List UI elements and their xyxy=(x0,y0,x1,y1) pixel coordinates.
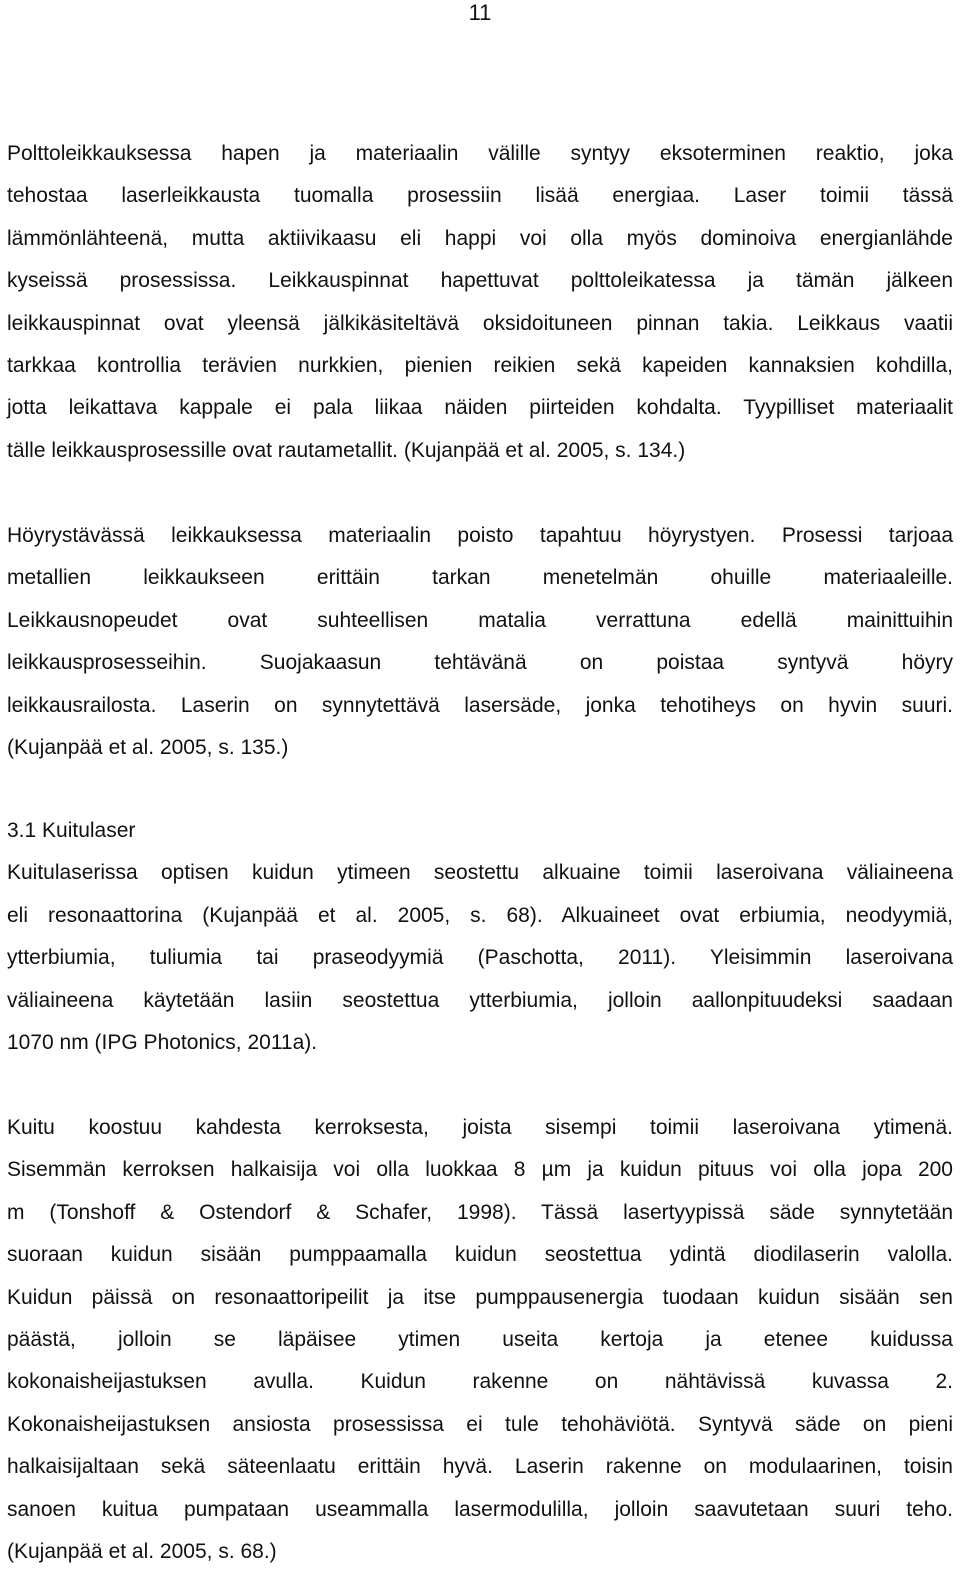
text-line: suoraan kuidun sisään pumppaamalla kuidun seostettua ydintä diodilaserin valolla. xyxy=(7,1243,953,1267)
text-line: sanoen kuitua pumpataan useammalla lasermodulilla, jolloin saavutetaan suuri teho. xyxy=(7,1497,953,1521)
page-number: 11 xyxy=(468,0,492,25)
text-line: metallien leikkaukseen erittäin tarkan menetelmän ohuille materiaaleille. xyxy=(7,566,953,590)
paragraph-vaporization-cutting xyxy=(7,515,953,769)
text-line: ytterbiumia, tuliumia tai praseodyymiä (Paschotta, 2011). Yleisimmin laseroivana xyxy=(7,946,953,970)
section-heading: 3.1 Kuitulaser xyxy=(7,819,136,842)
text-line: Kuitulaserissa optisen kuidun ytimeen seostettu alkuaine toimii laseroivana väliaineena xyxy=(7,861,953,885)
text-line: leikkausprosesseihin. Suojakaasun tehtävänä on poistaa syntyvä höyry xyxy=(7,651,953,675)
text-line: 1070 nm (IPG Photonics, 2011a). xyxy=(7,1031,318,1055)
text-line: halkaisijaltaan sekä säteenlaatu erittäin hyvä. Laserin rakenne on modulaarinen, toisin xyxy=(7,1455,953,1479)
text-line: tehostaa laserleikkausta tuomalla prosessiin lisää energiaa. Laser toimii tässä xyxy=(7,184,953,208)
text-line: eli resonaattorina (Kujanpää et al. 2005, s. 68). Alkuaineet ovat erbiumia, neodyymiä, xyxy=(7,903,953,927)
text-line: kyseissä prosessissa. Leikkauspinnat hapettuvat polttoleikatessa ja tämän jälkeen xyxy=(7,269,953,293)
text-line: Polttoleikkauksessa hapen ja materiaalin välille syntyy eksoterminen reaktio, joka xyxy=(7,142,953,165)
text-line: (Kujanpää et al. 2005, s. 135.) xyxy=(7,736,289,760)
text-line: kokonaisheijastuksen avulla. Kuidun rakenne on nähtävissä kuvassa 2. xyxy=(7,1370,953,1394)
text-line: Kuidun päissä on resonaattoripeilit ja itse pumppausenergia tuodaan kuidun sisään sen xyxy=(7,1285,953,1309)
text-line: Leikkausnopeudet ovat suhteellisen matalia verrattuna edellä mainittuihin xyxy=(7,608,953,632)
text-line: Sisemmän kerroksen halkaisija voi olla luokkaa 8 µm ja kuidun pituus voi olla jopa 200 xyxy=(7,1158,953,1182)
paragraph-oxygen-cutting xyxy=(7,133,953,472)
text-line: (Kujanpää et al. 2005, s. 68.) xyxy=(7,1540,277,1564)
text-line: lämmönlähteenä, mutta aktiivikaasu eli happi voi olla myös dominoiva energianlähde xyxy=(7,226,953,250)
section-fiber-laser xyxy=(7,810,953,1064)
text-line: jotta leikattava kappale ei pala liikaa näiden piirteiden kohdalta. Tyypilliset materiaalit xyxy=(7,396,953,420)
text-line: tarkkaa kontrollia terävien nurkkien, pienien reikien sekä kapeiden kannaksien kohdilla, xyxy=(7,354,953,378)
text-line: Höyrystävässä leikkauksessa materiaalin poisto tapahtuu höyrystyen. Prosessi tarjoaa xyxy=(7,524,953,547)
text-line: päästä, jolloin se läpäisee ytimen useita kertoja ja etenee kuidussa xyxy=(7,1328,953,1352)
text-line: tälle leikkausprosessille ovat rautametallit. (Kujanpää et al. 2005, s. 134.) xyxy=(7,438,686,462)
text-line: m (Tonshoff & Ostendorf & Schafer, 1998). Tässä lasertyypissä säde synnytetään xyxy=(7,1200,953,1224)
text-line: väliaineena käytetään lasiin seostettua ytterbiumia, jolloin aallonpituudeksi saadaan xyxy=(7,988,953,1012)
paragraph-fiber-structure xyxy=(7,1107,953,1573)
text-line: leikkauspinnat ovat yleensä jälkikäsiteltävä oksidoituneen pinnan takia. Leikkaus vaatii xyxy=(7,311,953,335)
text-line: leikkausrailosta. Laserin on synnytettävä lasersäde, jonka tehotiheys on hyvin suuri. xyxy=(7,693,953,717)
text-line: Kuitu koostuu kahdesta kerroksesta, joista sisempi toimii laseroivana ytimenä. xyxy=(7,1116,953,1139)
text-line: Kokonaisheijastuksen ansiosta prosessissa ei tule tehohäviötä. Syntyvä säde on pieni xyxy=(7,1412,953,1436)
